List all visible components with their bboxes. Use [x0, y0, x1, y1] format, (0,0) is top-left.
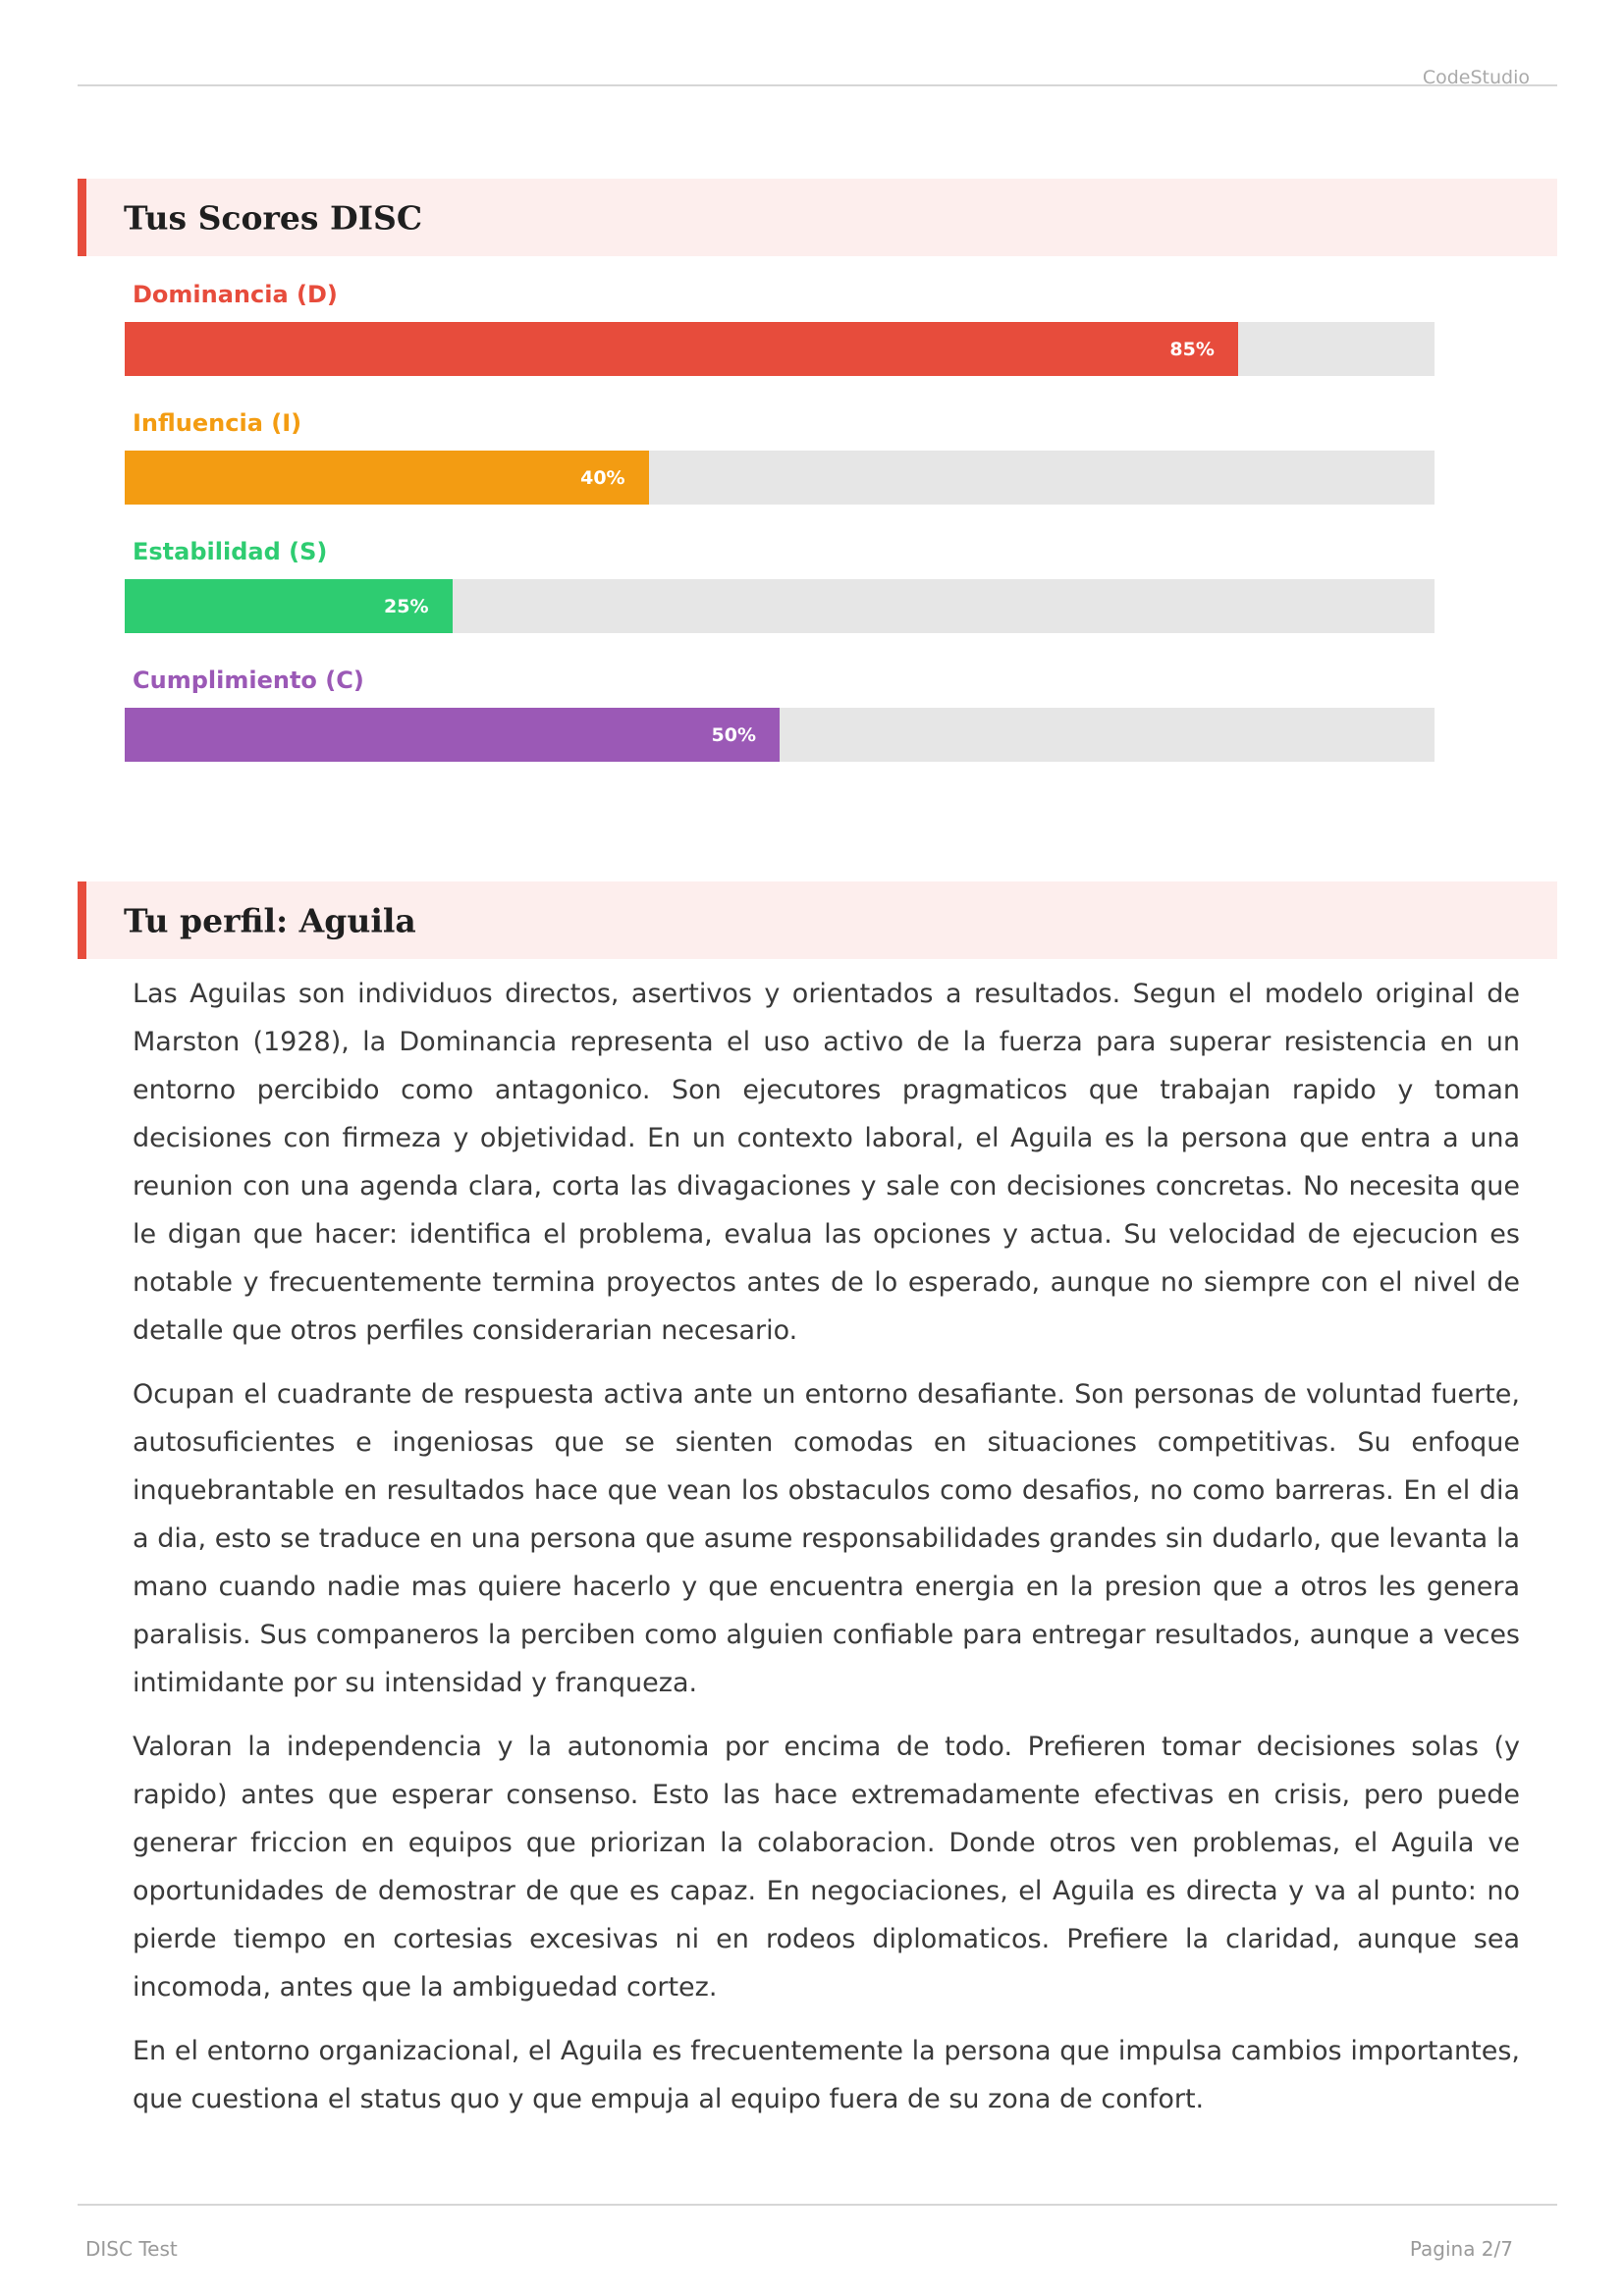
bar-value-s: 25%	[384, 595, 429, 617]
profile-paragraph: Ocupan el cuadrante de respuesta activa ante un entorno desafiante. Son personas de voluntad fuerte, autosuficientes e ingeniosas que se sienten comodas en situaciones competitivas. Su enfoque inquebrantable en resultados hace que vean los obstaculos como desafios, no como barreras. En el dia a dia, esto se traduce en una persona que asume responsabilidades grandes sin dudarlo, que levanta la mano cuando nadie mas quiere hacerlo y que encuentra energia en la presion que a otros les genera paralisis. Sus companeros la perciben como alguien confiable para entregar resultados, aunque a veces intimidante por su intensidad y franqueza.	[133, 1379, 1520, 1698]
bar-track-i	[125, 451, 1435, 505]
profile-paragraph: Valoran la independencia y la autonomia por encima de todo. Prefieren tomar decisiones solas (y rapido) antes que esperar consenso. Esto las hace extremadamente efectivas en crisis, pero puede generar friccion en equipos que priorizan la colaboracion. Donde otros ven problemas, el Aguila ve oportunidades de demostrar de que es capaz. En negociaciones, el Aguila es directa y va al punto: no pierde tiempo en cortesias excesivas ni en rodeos diplomaticos. Prefiere la claridad, aunque sea incomoda, antes que la ambiguedad cortez.	[133, 1732, 1520, 2002]
bar-fill-s	[125, 579, 453, 633]
bar-fill-d	[125, 322, 1238, 376]
scores-section-header	[78, 179, 1557, 256]
scores-section-title: Tus Scores DISC	[124, 198, 423, 237]
profile-section-header	[78, 881, 1557, 959]
page-number: Pagina 2/7	[1409, 2237, 1513, 2261]
profile-paragraph: Las Aguilas son individuos directos, asertivos y orientados a resultados. Segun el modelo original de Marston (1928), la Dominancia representa el uso activo de la fuerza para superar resistencia en un entorno percibido como antagonico. Son ejecutores pragmaticos que trabajan rapido y toman decisiones con firmeza y objetividad. En un contexto laboral, el Aguila es la persona que entra a una reunion con una agenda clara, corta las divagaciones y sale con decisiones concretas. No necesita que le digan que hacer: identifica el problema, evalua las opciones y actua. Su velocidad de ejecucion es notable y frecuentemente termina proyectos antes de lo esperado, aunque no siempre con el nivel de detalle que otros perfiles considerarian necesario.	[133, 979, 1520, 1346]
bar-label-c: Cumplimiento (C)	[133, 667, 364, 694]
bar-value-i: 40%	[580, 466, 625, 489]
bar-track-d	[125, 322, 1435, 376]
bar-label-d: Dominancia (D)	[133, 281, 338, 308]
profile-section-title: Tu perfil: Aguila	[124, 901, 416, 939]
bar-track-s	[125, 579, 1435, 633]
bar-fill-c	[125, 708, 780, 762]
profile-description	[133, 970, 1520, 2139]
bar-track-c	[125, 708, 1435, 762]
bar-value-c: 50%	[711, 723, 756, 746]
footer-divider	[78, 2204, 1557, 2206]
bar-label-i: Influencia (I)	[133, 409, 302, 437]
brand-name: CodeStudio	[1422, 67, 1530, 88]
footer-doc-title: DISC Test	[85, 2237, 178, 2261]
profile-paragraph: En el entorno organizacional, el Aguila es frecuentemente la persona que impulsa cambios importantes, que cuestiona el status quo y que empuja al equipo fuera de su zona de confort.	[133, 2036, 1520, 2114]
header-divider	[78, 84, 1557, 86]
bar-fill-i	[125, 451, 649, 505]
bar-label-s: Estabilidad (S)	[133, 538, 328, 565]
bar-value-d: 85%	[1169, 338, 1215, 360]
